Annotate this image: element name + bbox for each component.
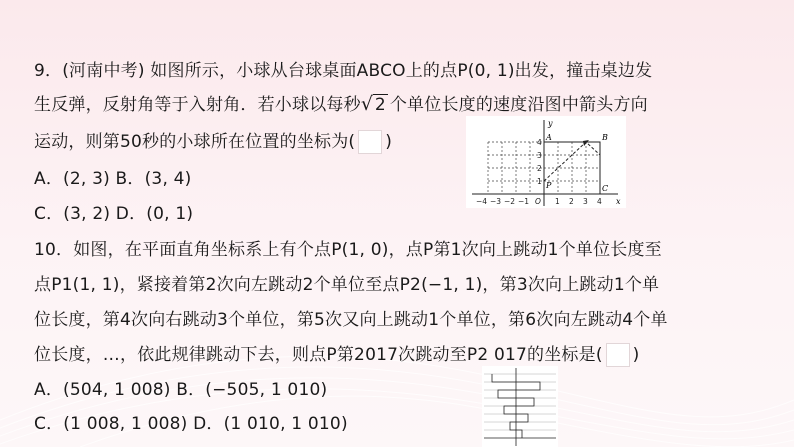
point-A-label: A — [546, 133, 552, 142]
x-tick-label: −2 — [504, 197, 516, 206]
x-tick-label: 2 — [569, 197, 574, 206]
y-tick-label: 2 — [537, 164, 542, 173]
origin-label: O — [535, 197, 541, 206]
q9-billiard-figure — [466, 116, 626, 208]
q9-line-3 — [34, 127, 392, 154]
y-tick-label: 3 — [537, 151, 542, 160]
sqrt-symbol — [363, 95, 388, 115]
x-tick-label: −1 — [518, 197, 530, 206]
q9-options-row-2: C．(3, 2) D．(0, 1) — [34, 204, 194, 224]
q10-answer-box[interactable] — [606, 343, 630, 367]
y-axis-label: y — [548, 119, 553, 128]
q9-line-2 — [34, 90, 648, 115]
x-tick-label: −3 — [490, 197, 502, 206]
x-tick-label: −4 — [476, 197, 488, 206]
q10-spiral-figure — [482, 366, 558, 447]
x-tick-label: 3 — [583, 197, 588, 206]
y-tick-label: 4 — [537, 138, 542, 147]
q10-line-4-text-a: 位长度，…，依此规律跳动下去，则点P第2017次跳动至P2 017的坐标是( — [34, 345, 603, 365]
q10-line-2: 点P1(1, 1)，紧接着第2次向左跳动2个单位至点P2(−1, 1)，第3次向上跳动1个单 — [34, 275, 660, 295]
path-arrow-icon — [583, 140, 589, 146]
q9-line-2-text-b: 个单位长度的速度沿图中箭头方向 — [389, 95, 648, 115]
q10-line-4-text-b: ) — [632, 345, 640, 365]
q9-answer-box[interactable] — [358, 130, 382, 154]
q9-line-3-text-a: 运动，则第50秒的小球所在位置的坐标为( — [34, 132, 356, 152]
x-axis-label: x — [616, 197, 621, 206]
q10-line-3: 位长度，第4次向右跳动3个单位，第5次又向上跳动1个单位，第6次向左跳动4个单 — [34, 310, 668, 330]
x-tick-label: 4 — [597, 197, 602, 206]
q10-options-row-1: A．(504, 1 008) B．(−505, 1 010) — [34, 380, 328, 400]
sqrt-radicand: 2 — [374, 95, 386, 115]
q10-options-row-2: C．(1 008, 1 008) D．(1 010, 1 010) — [34, 414, 348, 434]
point-P-label: P — [546, 181, 552, 190]
q9-options-row-1: A．(2, 3) B．(3, 4) — [34, 169, 192, 189]
x-tick-label: 1 — [555, 197, 560, 206]
q9-line-1: 9．(河南中考) 如图所示，小球从台球桌面ABCO上的点P(0, 1)出发，撞击桌边发 — [34, 61, 653, 81]
q9-line-3-text-b: ) — [385, 132, 393, 152]
q10-line-4 — [34, 340, 640, 367]
point-C-label: C — [602, 184, 609, 193]
q9-line-2-text-a: 生反弹，反射角等于入射角．若小球以每秒 — [34, 95, 361, 115]
point-B-label: B — [602, 133, 608, 142]
q10-line-1: 10．如图，在平面直角坐标系上有个点P(1, 0)，点P第1次向上跳动1个单位长度至 — [34, 240, 662, 260]
y-tick-label: 1 — [537, 177, 542, 186]
